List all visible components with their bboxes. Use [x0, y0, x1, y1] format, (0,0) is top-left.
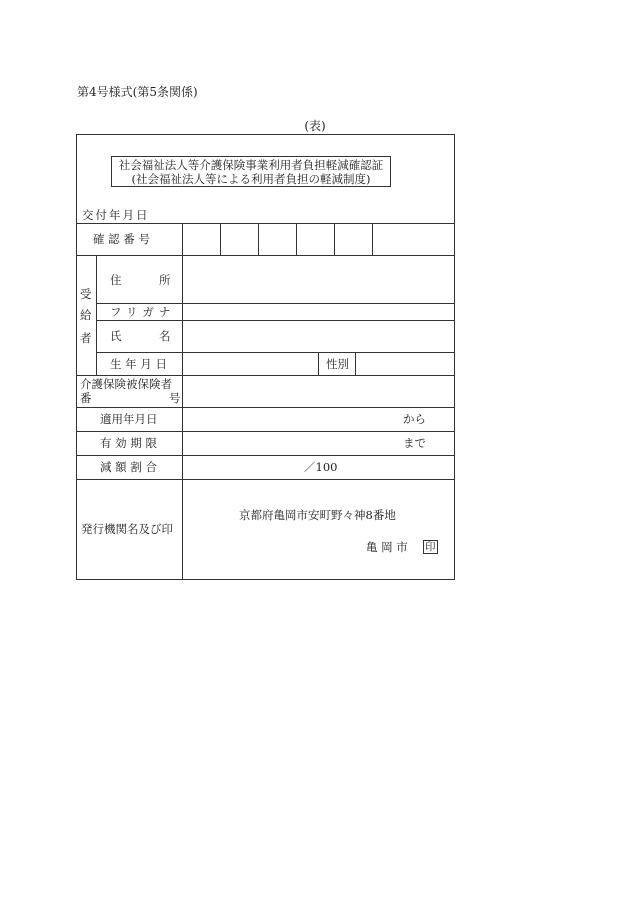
applicable-date-suffix: から	[403, 412, 426, 426]
official-seal-mark	[423, 539, 438, 554]
certificate-subtitle: (社会福祉法人等による利用者負担の軽減制度)	[131, 172, 371, 186]
digit-box-divider	[220, 223, 221, 255]
seal-text: 印	[425, 541, 436, 553]
issuer-label: 発行機関名及び印	[81, 522, 173, 536]
insured-number-label-char-2: 号	[169, 391, 181, 405]
recipient-label-char-2: 給	[80, 308, 92, 322]
row-divider	[96, 303, 455, 304]
row-divider	[96, 352, 455, 353]
front-side-label: (表)	[304, 119, 326, 133]
furigana-label: フリガナ	[110, 305, 176, 319]
row-divider	[76, 375, 455, 376]
certificate-title: 社会福祉法人等介護保険事業利用者負担軽減確認証	[118, 158, 384, 172]
validity-label: 有 効 期 限	[100, 436, 157, 450]
address-label-char-2: 所	[159, 273, 171, 287]
certificate-title-box	[111, 156, 391, 187]
reduction-rate-label: 減 額 割 合	[100, 460, 157, 474]
issue-date-label: 交付年月日	[82, 208, 150, 222]
name-label-char-1: 氏	[110, 329, 122, 343]
digit-box-divider	[372, 223, 373, 255]
birthdate-label: 生 年 月 日	[110, 357, 167, 371]
reduction-rate-value: ／100	[304, 460, 338, 474]
insured-number-label: 介護保険被保険者	[80, 377, 172, 391]
row-divider	[76, 479, 455, 480]
birthdate-sex-divider	[318, 352, 319, 375]
row-divider	[96, 320, 455, 321]
sex-value-divider	[355, 352, 356, 375]
issuer-address: 京都府亀岡市安町野々神8番地	[239, 508, 396, 522]
validity-suffix: まで	[403, 436, 426, 450]
applicable-date-label: 適用年月日	[100, 412, 158, 426]
row-divider	[76, 431, 455, 432]
recipient-column-divider	[96, 255, 97, 375]
sex-label: 性別	[326, 357, 349, 371]
issuer-name: 亀 岡 市	[366, 540, 408, 554]
row-divider	[76, 255, 455, 256]
address-label-char-1: 住	[110, 273, 122, 287]
recipient-label-char-1: 受	[80, 287, 92, 301]
row-divider	[76, 455, 455, 456]
digit-box-divider	[334, 223, 335, 255]
label-column-divider	[182, 223, 183, 580]
digit-box-divider	[296, 223, 297, 255]
recipient-label-char-3: 者	[80, 331, 92, 345]
insured-number-label-char-1: 番	[80, 391, 92, 405]
confirmation-number-label: 確 認 番 号	[93, 232, 150, 246]
row-divider	[76, 223, 455, 224]
form-number-label: 第4号様式(第5条関係)	[77, 85, 198, 99]
name-label-char-2: 名	[159, 329, 171, 343]
digit-box-divider	[258, 223, 259, 255]
row-divider	[76, 407, 455, 408]
